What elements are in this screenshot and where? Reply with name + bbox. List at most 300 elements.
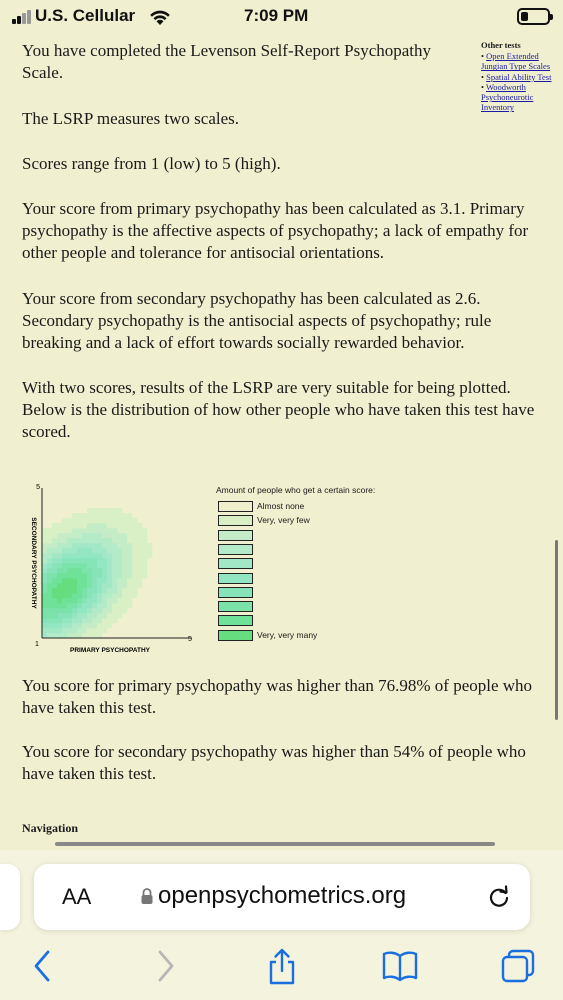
- heatmap-cell: [112, 523, 117, 528]
- heatmap-cell: [82, 608, 87, 613]
- heatmap-cell: [52, 583, 57, 588]
- heatmap-cell: [57, 558, 62, 563]
- status-bar: [0, 0, 563, 34]
- heatmap-cell: [92, 523, 97, 528]
- legend-label: Very, very few: [257, 515, 310, 526]
- heatmap-cell: [137, 528, 142, 533]
- heatmap-cell: [67, 578, 72, 583]
- heatmap-cell: [132, 518, 137, 523]
- heatmap-cell: [77, 553, 82, 558]
- heatmap-cell: [87, 523, 92, 528]
- heatmap-cell: [82, 513, 87, 518]
- heatmap-cell: [67, 543, 72, 548]
- link-spatial-ability-test[interactable]: Spatial Ability Test: [486, 71, 552, 82]
- heatmap-cell: [127, 568, 132, 573]
- heatmap-cell: [112, 528, 117, 533]
- legend-label: Very, very many: [257, 629, 318, 640]
- heatmap-cell: [107, 528, 112, 533]
- heatmap-cell: [92, 508, 97, 513]
- heatmap-cell: [87, 508, 92, 513]
- heatmap-cell: [142, 548, 147, 553]
- heatmap-cell: [72, 523, 77, 528]
- heatmap-cell: [107, 623, 112, 628]
- heatmap-cell: [117, 608, 122, 613]
- score-range: Scores range from 1 (low) to 5 (high).: [22, 154, 281, 173]
- heatmap-cell: [112, 513, 117, 518]
- heatmap-cell: [72, 558, 77, 563]
- heatmap-cell: [77, 558, 82, 563]
- heatmap-cell: [52, 603, 57, 608]
- heatmap-cell: [47, 603, 52, 608]
- heatmap-cell: [102, 508, 107, 513]
- heatmap-cell: [122, 523, 127, 528]
- heatmap-cell: [87, 528, 92, 533]
- heatmap-cell: [87, 588, 92, 593]
- heatmap-cell: [97, 513, 102, 518]
- heatmap-cell: [127, 563, 132, 568]
- cellular-signal-icon: [12, 10, 32, 24]
- heatmap-cell: [42, 568, 47, 573]
- heatmap-cell: [112, 578, 117, 583]
- heatmap-cell: [52, 568, 57, 573]
- heatmap-cell: [57, 568, 62, 573]
- heatmap-cell: [102, 553, 107, 558]
- heatmap-cell: [42, 558, 47, 563]
- heatmap-cell: [102, 573, 107, 578]
- heatmap-cell: [47, 568, 52, 573]
- heatmap-cell: [132, 553, 137, 558]
- heatmap-cell: [87, 533, 92, 538]
- heatmap-cell: [67, 593, 72, 598]
- secondary-percentile: You score for secondary psychopathy was higher than 54% of people who have taken this test.: [22, 742, 526, 783]
- heatmap-cell: [107, 563, 112, 568]
- clock: 7:09 PM: [244, 6, 309, 25]
- heatmap-cell: [122, 528, 127, 533]
- heatmap-cell: [62, 558, 67, 563]
- heatmap-cell: [137, 538, 142, 543]
- heatmap-cell: [117, 578, 122, 583]
- heatmap-cell: [67, 628, 72, 633]
- heatmap-cell: [67, 613, 72, 618]
- y-axis-label: SECONDARY PSYCHOPATHY: [30, 517, 37, 609]
- heatmap-cell: [102, 578, 107, 583]
- horizontal-scrollbar[interactable]: [55, 842, 495, 846]
- heatmap-cell: [132, 523, 137, 528]
- distribution-intro: With two scores, results of the LSRP are very suitable for being plotted. Below is the distribution of how other people who have taken this test have scored.: [22, 378, 535, 441]
- link-open-extended-jungian[interactable]: Open Extended Jungian Type Scales: [481, 51, 551, 72]
- y-tick-label: 5: [36, 484, 40, 491]
- heatmap-cell: [67, 553, 72, 558]
- heatmap-cell: [77, 588, 82, 593]
- heatmap-cell: [62, 573, 67, 578]
- heatmap-cell: [127, 543, 132, 548]
- heatmap-cell: [87, 573, 92, 578]
- heatmap-cell: [52, 553, 57, 558]
- heatmap-cell: [87, 593, 92, 598]
- heatmap-cell: [72, 623, 77, 628]
- heatmap-cell: [77, 603, 82, 608]
- heatmap-cell: [57, 618, 62, 623]
- heatmap-cell: [102, 558, 107, 563]
- heatmap-cell: [122, 543, 127, 548]
- heatmap-cell: [117, 563, 122, 568]
- heatmap-cell: [82, 623, 87, 628]
- legend-title: Amount of people who get a certain score:: [216, 485, 376, 495]
- heatmap-cell: [67, 588, 72, 593]
- heatmap-cell: [62, 563, 67, 568]
- heatmap-cell: [137, 563, 142, 568]
- address-bar[interactable]: [34, 864, 530, 930]
- heatmap-cell: [87, 543, 92, 548]
- heatmap-cell: [72, 608, 77, 613]
- heatmap-cell: [52, 533, 57, 538]
- heatmap-cell: [102, 563, 107, 568]
- heatmap-cell: [57, 613, 62, 618]
- heatmap-cell: [97, 553, 102, 558]
- heatmap-cell: [112, 538, 117, 543]
- legend-swatch: [218, 544, 253, 555]
- heatmap-cell: [112, 588, 117, 593]
- heatmap-cell: [122, 583, 127, 588]
- heatmap-cell: [112, 613, 117, 618]
- heatmap-cell: [72, 593, 77, 598]
- heatmap-cell: [107, 598, 112, 603]
- lock-icon: [140, 887, 154, 905]
- heatmap-cell: [107, 558, 112, 563]
- heatmap-cell: [117, 613, 122, 618]
- x-axis-label: PRIMARY PSYCHOPATHY: [70, 647, 150, 654]
- heatmap-cell: [72, 543, 77, 548]
- heatmap-cell: [117, 523, 122, 528]
- heatmap-cell: [112, 543, 117, 548]
- heatmap-cell: [117, 568, 122, 573]
- heatmap-cell: [132, 573, 137, 578]
- heatmap-cell: [92, 583, 97, 588]
- heatmap-cell: [72, 603, 77, 608]
- heatmap-cell: [52, 523, 57, 528]
- heatmap-cell: [57, 528, 62, 533]
- heatmap-cell: [67, 523, 72, 528]
- heatmap-cell: [132, 558, 137, 563]
- heatmap-cell: [132, 583, 137, 588]
- heatmap-cell: [127, 588, 132, 593]
- legend-entry: [218, 601, 398, 612]
- heatmap-cell: [117, 583, 122, 588]
- heatmap-cell: [47, 583, 52, 588]
- back-icon[interactable]: [30, 948, 56, 984]
- heatmap-cell: [122, 598, 127, 603]
- heatmap-cell: [137, 583, 142, 588]
- heatmap-cell: [87, 583, 92, 588]
- heatmap-cell: [102, 568, 107, 573]
- heatmap-cell: [107, 583, 112, 588]
- heatmap-cell: [87, 598, 92, 603]
- heatmap-cell: [82, 613, 87, 618]
- heatmap-cell: [52, 628, 57, 633]
- heatmap-cell: [107, 533, 112, 538]
- heatmap-cell: [42, 583, 47, 588]
- heatmap-cell: [82, 518, 87, 523]
- heatmap-cell: [92, 603, 97, 608]
- heatmap-cell: [62, 523, 67, 528]
- heatmap-cell: [57, 628, 62, 633]
- heatmap-cell: [72, 538, 77, 543]
- heatmap-cell: [67, 533, 72, 538]
- heatmap-cell: [107, 508, 112, 513]
- heatmap-cell: [107, 578, 112, 583]
- heatmap-cell: [52, 558, 57, 563]
- heatmap-cell: [42, 543, 47, 548]
- wifi-icon: [148, 8, 172, 26]
- heatmap-cell: [62, 613, 67, 618]
- heatmap-cell: [87, 513, 92, 518]
- heatmap-cell: [62, 548, 67, 553]
- heatmap-cell: [127, 603, 132, 608]
- heatmap-cell: [57, 573, 62, 578]
- heatmap-cell: [62, 623, 67, 628]
- heatmap-cell: [62, 518, 67, 523]
- heatmap-cell: [102, 513, 107, 518]
- heatmap-cell: [82, 618, 87, 623]
- heatmap-cell: [72, 568, 77, 573]
- heatmap-cell: [102, 548, 107, 553]
- heatmap-cell: [52, 588, 57, 593]
- legend-swatch: [218, 573, 253, 584]
- heatmap-cell: [62, 568, 67, 573]
- heatmap-cell: [62, 598, 67, 603]
- heatmap-cell: [62, 533, 67, 538]
- heatmap-cell: [102, 543, 107, 548]
- heatmap-cell: [142, 558, 147, 563]
- vertical-scrollbar[interactable]: [555, 540, 558, 720]
- x-tick-label: 1: [35, 641, 39, 648]
- heatmap-cell: [92, 618, 97, 623]
- heatmap-cell: [127, 583, 132, 588]
- heatmap-cell: [122, 563, 127, 568]
- heatmap-cell: [117, 508, 122, 513]
- heatmap-cell: [112, 593, 117, 598]
- heatmap-cell: [117, 573, 122, 578]
- heatmap-cell: [117, 518, 122, 523]
- heatmap-cell: [107, 513, 112, 518]
- heatmap-cell: [97, 588, 102, 593]
- heatmap-cell: [117, 528, 122, 533]
- heatmap-cell: [107, 538, 112, 543]
- heatmap-cell: [97, 558, 102, 563]
- legend-swatch: [218, 515, 253, 526]
- heatmap-cell: [107, 518, 112, 523]
- heatmap-cell: [77, 628, 82, 633]
- heatmap-cell: [52, 578, 57, 583]
- heatmap-cell: [57, 608, 62, 613]
- heatmap-cell: [47, 588, 52, 593]
- heatmap-cell: [147, 553, 152, 558]
- heatmap-cell: [77, 543, 82, 548]
- heatmap-cell: [42, 548, 47, 553]
- heatmap-cell: [67, 618, 72, 623]
- heatmap-cell: [112, 553, 117, 558]
- forward-icon[interactable]: [152, 948, 178, 984]
- heatmap-cell: [57, 553, 62, 558]
- previous-tab-card[interactable]: [0, 864, 20, 930]
- heatmap-cell: [112, 558, 117, 563]
- heatmap-cell: [42, 618, 47, 623]
- heatmap-cell: [47, 563, 52, 568]
- heatmap-cell: [77, 583, 82, 588]
- heatmap-cell: [67, 518, 72, 523]
- link-woodworth-inventory[interactable]: Woodworth Psychoneurotic Inventory: [481, 81, 534, 113]
- heatmap-cell: [112, 568, 117, 573]
- heatmap-cell: [112, 563, 117, 568]
- heatmap-cell: [117, 588, 122, 593]
- heatmap-cell: [47, 543, 52, 548]
- heatmap-cell: [82, 523, 87, 528]
- heatmap-cell: [72, 563, 77, 568]
- heatmap-cell: [107, 613, 112, 618]
- heatmap-cell: [97, 628, 102, 633]
- heatmap-cell: [132, 588, 137, 593]
- tabs-icon[interactable]: [500, 948, 536, 984]
- heatmap-cells: [42, 508, 152, 638]
- heatmap-cell: [97, 518, 102, 523]
- heatmap-cell: [52, 623, 57, 628]
- heatmap-cell: [122, 578, 127, 583]
- heatmap-cell: [52, 618, 57, 623]
- heatmap-cell: [52, 593, 57, 598]
- heatmap-cell: [112, 518, 117, 523]
- legend-entry: [218, 630, 398, 641]
- heatmap-cell: [72, 518, 77, 523]
- heatmap-cell: [47, 548, 52, 553]
- heatmap-cell: [107, 593, 112, 598]
- heatmap-cell: [82, 543, 87, 548]
- other-tests-heading: Other tests: [481, 40, 521, 50]
- heatmap-cell: [107, 523, 112, 528]
- heatmap-cell: [67, 538, 72, 543]
- heatmap-cell: [92, 598, 97, 603]
- heatmap-cell: [52, 528, 57, 533]
- heatmap-cell: [97, 538, 102, 543]
- heatmap-cell: [107, 573, 112, 578]
- heatmap-cell: [112, 508, 117, 513]
- heatmap-cell: [122, 518, 127, 523]
- heatmap-cell: [117, 513, 122, 518]
- heatmap-cell: [62, 588, 67, 593]
- heatmap-cell: [117, 548, 122, 553]
- heatmap-cell: [67, 548, 72, 553]
- heatmap-cell: [87, 538, 92, 543]
- heatmap-cell: [67, 603, 72, 608]
- heatmap-cell: [87, 568, 92, 573]
- heatmap-cell: [52, 573, 57, 578]
- heatmap-cell: [87, 603, 92, 608]
- heatmap-cell: [132, 593, 137, 598]
- heatmap-cell: [47, 533, 52, 538]
- heatmap-cell: [92, 563, 97, 568]
- legend-entry: [218, 501, 398, 512]
- heatmap-cell: [42, 578, 47, 583]
- heatmap-cell: [47, 553, 52, 558]
- legend-entry: [218, 515, 398, 526]
- bookmarks-icon[interactable]: [381, 948, 419, 982]
- heatmap-cell: [77, 578, 82, 583]
- heatmap-cell: [122, 593, 127, 598]
- legend-swatch: [218, 558, 253, 569]
- heatmap-cell: [42, 608, 47, 613]
- heatmap-cell: [137, 553, 142, 558]
- heatmap-cell: [87, 553, 92, 558]
- heatmap-cell: [127, 533, 132, 538]
- heatmap-cell: [142, 533, 147, 538]
- heatmap-cell: [92, 533, 97, 538]
- heatmap-cell: [102, 623, 107, 628]
- reader-options-button[interactable]: AA: [62, 884, 92, 909]
- heatmap-cell: [67, 583, 72, 588]
- legend-entry: [218, 544, 398, 555]
- heatmap-cell: [122, 573, 127, 578]
- heatmap-cell: [52, 598, 57, 603]
- heatmap-cell: [97, 608, 102, 613]
- heatmap-cell: [122, 568, 127, 573]
- heatmap-cell: [72, 553, 77, 558]
- heatmap-cell: [62, 543, 67, 548]
- heatmap-cell: [67, 598, 72, 603]
- navigation-heading: Navigation: [22, 821, 79, 835]
- heatmap-cell: [82, 578, 87, 583]
- heatmap-cell: [82, 533, 87, 538]
- heatmap-cell: [87, 548, 92, 553]
- heatmap-cell: [92, 513, 97, 518]
- heatmap-cell: [92, 528, 97, 533]
- heatmap-cell: [92, 613, 97, 618]
- reload-icon[interactable]: [486, 884, 512, 910]
- heatmap-cell: [102, 523, 107, 528]
- heatmap-cell: [47, 528, 52, 533]
- x-tick-label: 5: [188, 636, 192, 643]
- heatmap-cell: [82, 558, 87, 563]
- share-icon[interactable]: [266, 948, 298, 986]
- heatmap-cell: [102, 528, 107, 533]
- url-text[interactable]: openpsychometrics.org: [158, 882, 407, 909]
- heatmap-cell: [87, 578, 92, 583]
- heatmap-cell: [147, 543, 152, 548]
- heatmap-cell: [142, 573, 147, 578]
- heatmap-cell: [97, 548, 102, 553]
- heatmap-cell: [72, 583, 77, 588]
- legend-swatch: [218, 530, 253, 541]
- heatmap-cell: [112, 583, 117, 588]
- heatmap-cell: [92, 558, 97, 563]
- heatmap-cell: [117, 603, 122, 608]
- heatmap-cell: [122, 533, 127, 538]
- heatmap-cell: [87, 613, 92, 618]
- heatmap-cell: [72, 578, 77, 583]
- heatmap-cell: [57, 538, 62, 543]
- heatmap-cell: [47, 613, 52, 618]
- heatmap-cell: [132, 578, 137, 583]
- heatmap-cell: [122, 603, 127, 608]
- heatmap-cell: [122, 588, 127, 593]
- heatmap-cell: [92, 593, 97, 598]
- heatmap-cell: [107, 568, 112, 573]
- heatmap-cell: [87, 518, 92, 523]
- heatmap-cell: [57, 543, 62, 548]
- heatmap-cell: [112, 618, 117, 623]
- heatmap-cell: [127, 578, 132, 583]
- heatmap-cell: [57, 563, 62, 568]
- heatmap-cell: [122, 548, 127, 553]
- heatmap-cell: [107, 543, 112, 548]
